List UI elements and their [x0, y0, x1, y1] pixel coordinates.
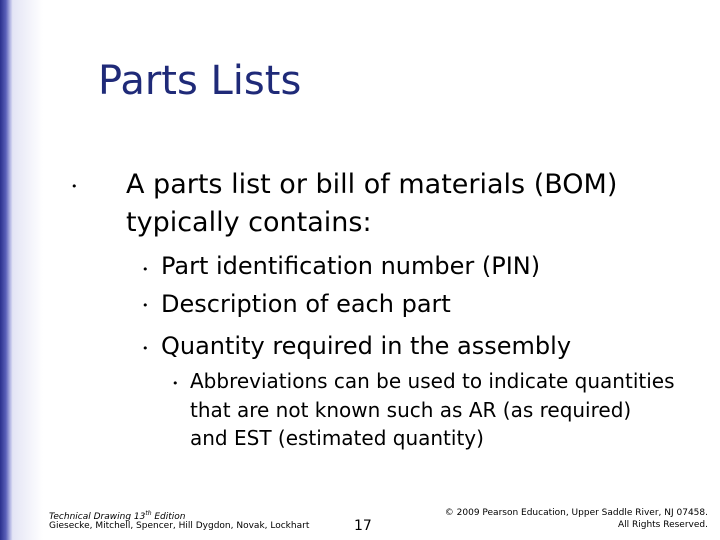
- bullet-text-level3-line3: and EST (estimated quantity): [190, 426, 484, 450]
- bullet-text-level2-pin: Part identification number (PIN): [161, 252, 541, 280]
- footer-copyright-line2: All Rights Reserved.: [617, 520, 708, 530]
- bullet-text-level3-line2: that are not known such as AR (as required): [190, 398, 632, 422]
- bullet-icon: •: [172, 377, 179, 390]
- bullet-text-level1-line1: A parts list or bill of materials (BOM): [126, 169, 618, 200]
- bullet-icon: •: [142, 342, 149, 355]
- bullet-text-level3-line1: Abbreviations can be used to indicate quantities: [190, 369, 675, 393]
- footer-book-title: Technical Drawing 13th Edition: [49, 510, 186, 522]
- footer-copyright-line1: © 2009 Pearson Education, Upper Saddle River, NJ 07458.: [444, 508, 708, 518]
- bullet-icon: •: [142, 263, 149, 276]
- slide-title: Parts Lists: [98, 58, 302, 104]
- side-decoration-band: [0, 0, 13, 540]
- side-decoration-fade: [13, 0, 43, 540]
- bullet-icon: •: [142, 299, 149, 312]
- page-number: 17: [354, 518, 372, 534]
- bullet-icon: •: [71, 180, 78, 193]
- bullet-text-level2-quantity: Quantity required in the assembly: [161, 332, 572, 360]
- bullet-text-level1-line2: typically contains:: [126, 207, 372, 238]
- footer-authors: Giesecke, Mitchell, Spencer, Hill Dygdon, Novak, Lockhart: [49, 521, 310, 531]
- bullet-text-level2-description: Description of each part: [161, 290, 451, 318]
